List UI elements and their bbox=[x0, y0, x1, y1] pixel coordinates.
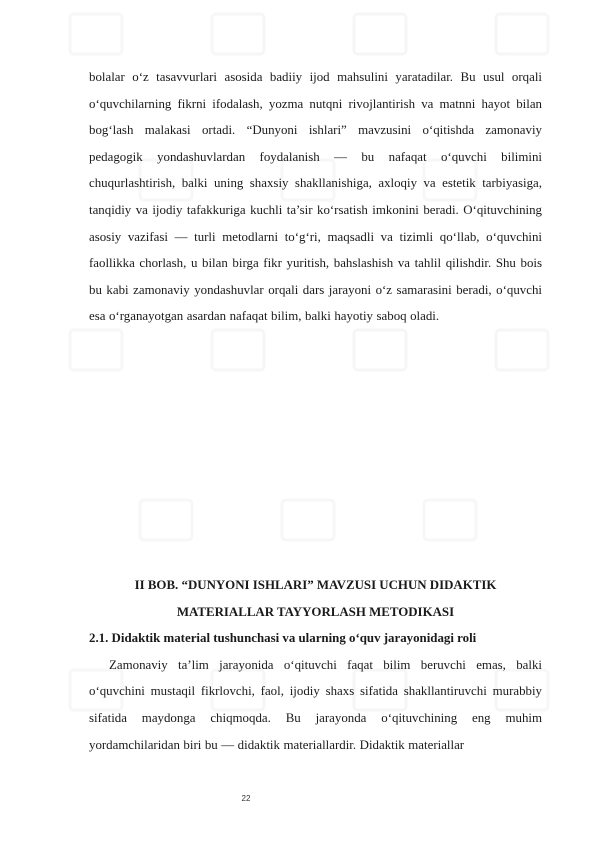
document-page bbox=[89, 64, 542, 758]
page-number: 22 bbox=[241, 794, 251, 803]
chapter-heading-line-2: MATERIALLAR TAYYORLASH METODIKASI bbox=[176, 604, 455, 619]
section-paragraph: Zamonaviy ta’lim jarayonida o‘qituvchi faqat bilim beruvchi emas, balki o‘quvchini mustaqil fikrlovchi, faol, ijodiy shaxs sifatida shakllantiruvchi murabbiy sifatida maydonga chiqmoqda. Bu jarayonda o‘qituvchining eng muhim yordamchilaridan biri bu — didaktik materiallardir. Didaktik materiallar bbox=[89, 657, 542, 752]
body-paragraph: bolalar o‘z tasavvurlari asosida badiiy ijod mahsulini yaratadilar. Bu usul orqali o‘quvchilarning fikrni ifodalash, yozma nutqni rivojlantirish va matnni hayot bilan bog‘lash malakasi ortadi. “Dunyoni ishlari” mavzusini o‘qitishda zamonaviy pedagogik yondashuvlardan foydalanish — bu nafaqat o‘quvchi bilimini chuqurlashtirish, balki uning shaxsiy shakllanishiga, axloqiy va estetik tarbiyasiga, tanqidiy va ijodiy tafakkuriga kuchli ta’sir ko‘rsatish imkonini beradi. O‘qituvchining asosiy vazifasi — turli metodlarni to‘g‘ri, maqsadli va tizimli qo‘llab, o‘quvchini faollikka chorlash, u bilan birga fikr yuritish, bahslashish va tahlil qilishdir. Shu bois bu kabi zamonaviy yondashuvlar orqali dars jarayoni o‘z samarasini beradi, o‘quvchi esa o‘rganayotgan asardan nafaqat bilim, balki hayotiy saboq oladi. bbox=[89, 70, 542, 324]
section-heading: 2.1. Didaktik material tushunchasi va ularning o‘quv jarayonidagi roli bbox=[89, 631, 477, 646]
chapter-heading bbox=[89, 572, 542, 625]
chapter-heading-line-1: II BOB. “DUNYONI ISHLARI” MAVZUSI UCHUN DIDAKTIK bbox=[134, 577, 497, 592]
